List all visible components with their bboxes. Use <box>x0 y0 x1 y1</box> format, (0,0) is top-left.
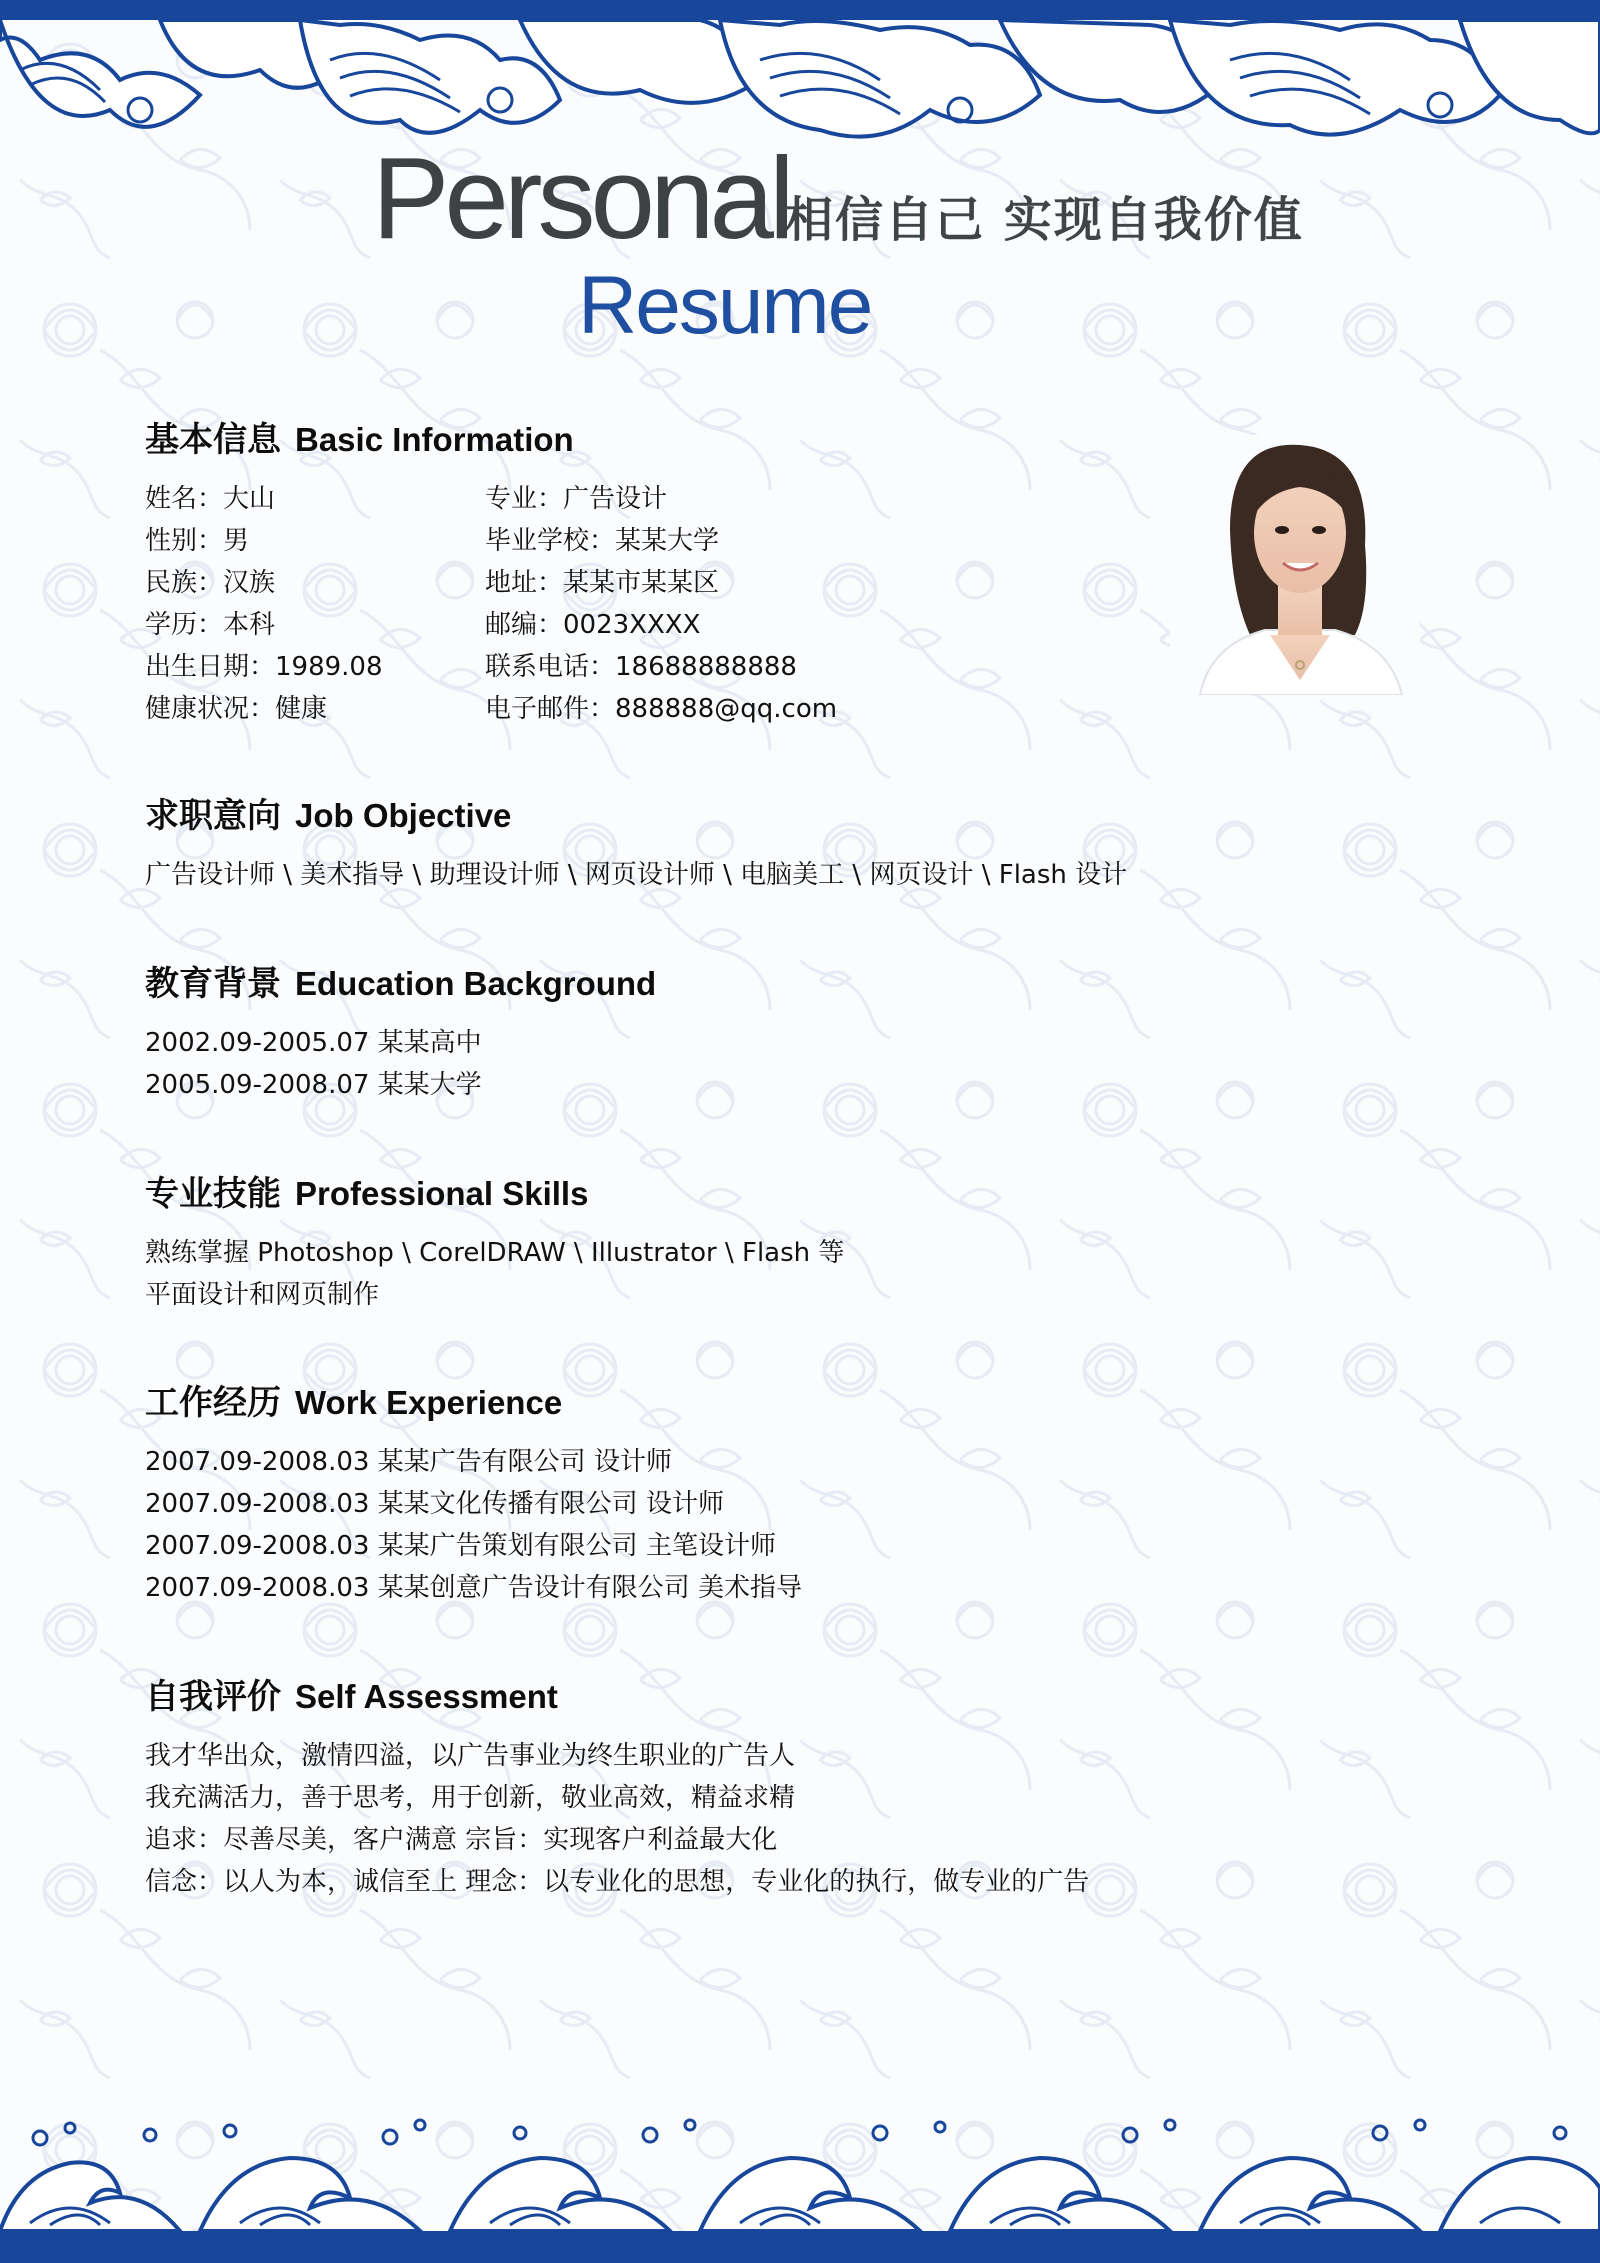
section-body <box>145 854 1127 896</box>
info-phone: 联系电话：18688888888 <box>485 652 797 682</box>
section-body <box>145 1022 656 1106</box>
self-assessment-line: 我才华出众，激情四溢，以广告事业为终生职业的广告人 <box>145 1741 796 1771</box>
section-title-cn: 专业技能 <box>145 1174 281 1214</box>
basic-info-left-column <box>145 478 485 730</box>
section-body <box>145 1735 1089 1903</box>
info-gender: 性别：男 <box>145 526 250 556</box>
section-title-cn: 教育背景 <box>145 964 281 1004</box>
section-title-en: Education Background <box>295 965 657 1002</box>
header-title-resume: Resume <box>578 260 872 351</box>
section-title <box>145 794 1127 838</box>
info-birthdate: 出生日期：1989.08 <box>145 652 383 682</box>
section-title-en: Job Objective <box>295 797 512 834</box>
info-postcode: 邮编：0023XXXX <box>485 610 701 640</box>
self-assessment-line: 信念：以人为本，诚信至上 理念：以专业化的思想，专业化的执行，做专业的广告 <box>145 1867 1090 1897</box>
section-education-background <box>145 962 656 1106</box>
section-title-en: Work Experience <box>295 1384 563 1421</box>
info-school: 毕业学校：某某大学 <box>485 526 720 556</box>
section-title-cn: 求职意向 <box>145 796 281 836</box>
work-line: 2007.09-2008.03 某某创意广告设计有限公司 美术指导 <box>145 1573 802 1603</box>
section-job-objective <box>145 794 1127 896</box>
info-major: 专业：广告设计 <box>485 484 668 514</box>
section-title-cn: 工作经历 <box>145 1383 281 1423</box>
info-address: 地址：某某市某某区 <box>485 568 720 598</box>
header-title-personal: Personal <box>372 133 790 263</box>
section-title <box>145 418 825 462</box>
section-work-experience <box>145 1381 802 1609</box>
work-line: 2007.09-2008.03 某某广告策划有限公司 主笔设计师 <box>145 1531 776 1561</box>
skills-line: 熟练掌握 Photoshop \ CorelDRAW \ Illustrator \ Flash 等 <box>145 1238 845 1268</box>
header-motto: 相信自己 实现自我价值 <box>785 192 1304 248</box>
self-assessment-line: 追求：尽善尽美，客户满意 宗旨：实现客户利益最大化 <box>145 1825 778 1855</box>
info-ethnicity: 民族：汉族 <box>145 568 276 598</box>
section-body <box>145 1441 802 1609</box>
info-name: 姓名：大山 <box>145 484 276 514</box>
section-title-en: Self Assessment <box>295 1678 558 1715</box>
basic-info-right-column <box>485 478 838 730</box>
section-title <box>145 1381 802 1425</box>
info-email: 电子邮件：888888@qq.com <box>485 694 838 724</box>
section-title <box>145 962 656 1006</box>
section-title <box>145 1675 1089 1719</box>
work-line: 2007.09-2008.03 某某广告有限公司 设计师 <box>145 1447 672 1477</box>
section-title-cn: 基本信息 <box>145 420 281 460</box>
skills-line: 平面设计和网页制作 <box>145 1280 380 1310</box>
section-basic-information <box>145 418 838 730</box>
section-title-en: Professional Skills <box>295 1175 589 1212</box>
section-title-en: Basic Information <box>295 421 574 458</box>
section-body <box>145 1232 844 1316</box>
section-self-assessment <box>145 1675 1089 1903</box>
basic-info-grid <box>145 478 838 730</box>
section-title-cn: 自我评价 <box>145 1677 281 1717</box>
section-professional-skills <box>145 1172 844 1316</box>
education-line: 2005.09-2008.07 某某大学 <box>145 1070 482 1100</box>
profile-photo <box>1170 435 1420 695</box>
objective-line: 广告设计师 \ 美术指导 \ 助理设计师 \ 网页设计师 \ 电脑美工 \ 网页设计 \ Flash 设计 <box>145 860 1128 890</box>
info-health: 健康状况：健康 <box>145 694 328 724</box>
self-assessment-line: 我充满活力，善于思考，用于创新，敬业高效，精益求精 <box>145 1783 796 1813</box>
work-line: 2007.09-2008.03 某某文化传播有限公司 设计师 <box>145 1489 724 1519</box>
education-line: 2002.09-2005.07 某某高中 <box>145 1028 482 1058</box>
section-title <box>145 1172 844 1216</box>
info-degree: 学历：本科 <box>145 610 276 640</box>
